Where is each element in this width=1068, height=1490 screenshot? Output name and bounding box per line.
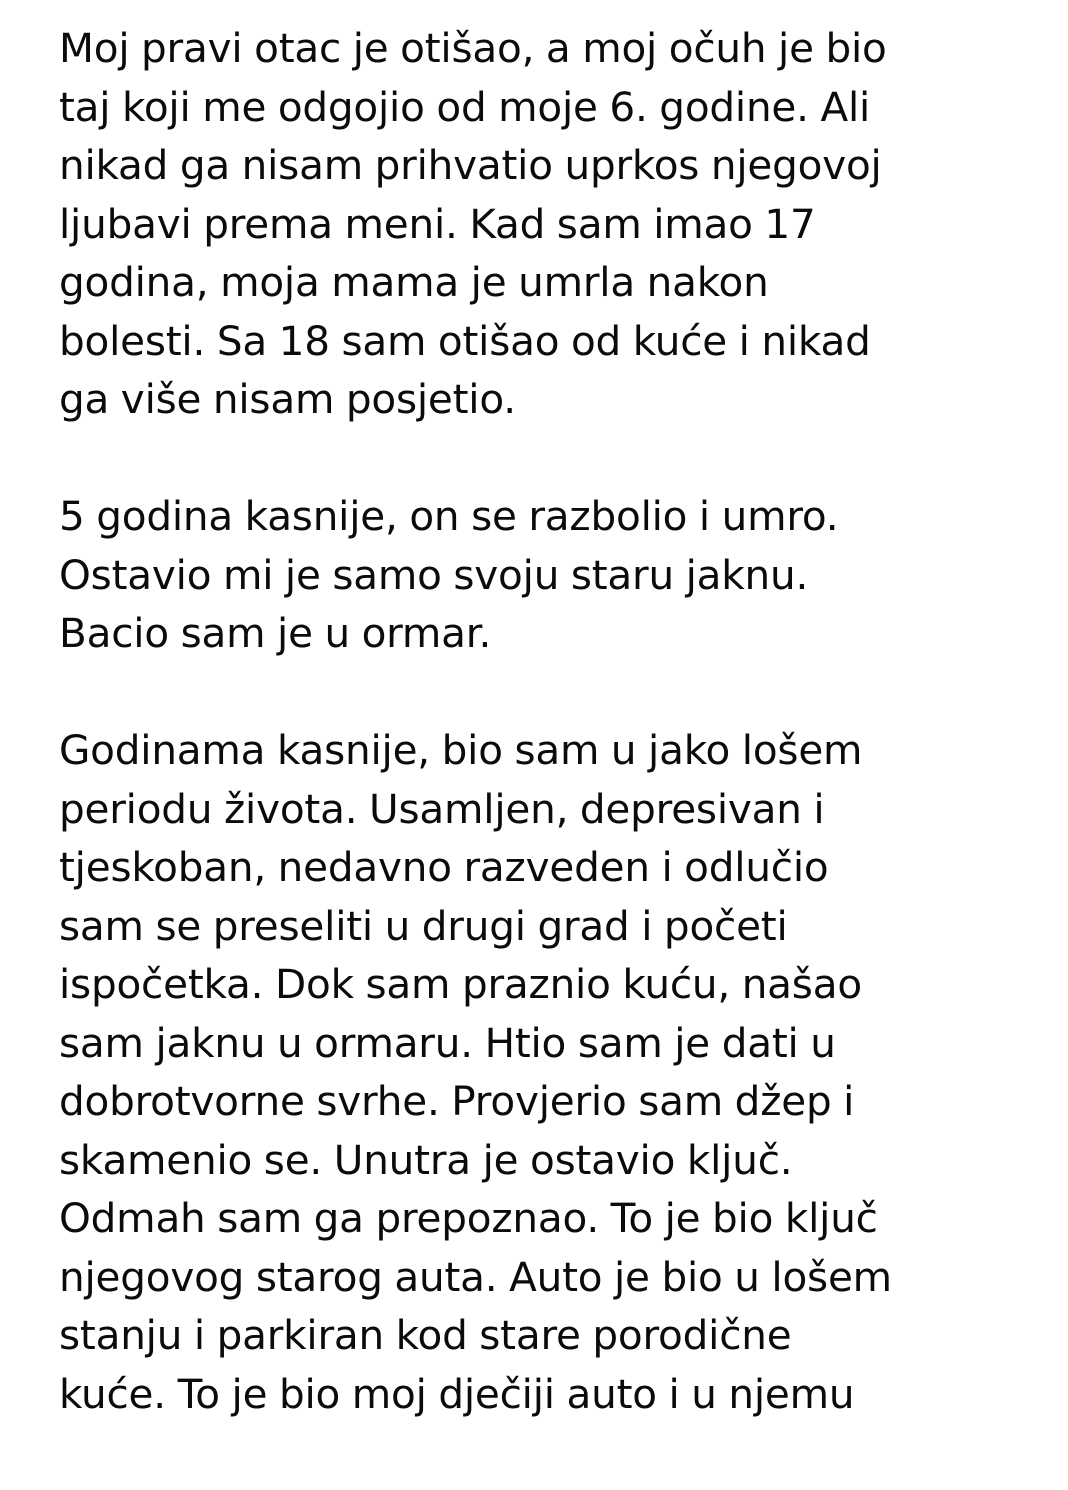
text-line: Moj pravi otac je otišao, a moj očuh je bio (59, 24, 887, 72)
paragraph-2 (59, 487, 1049, 663)
text-line: stanju i parkiran kod stare porodične (59, 1311, 792, 1359)
text-line: periodu života. Usamljen, depresivan i (59, 784, 825, 833)
text-line: sam se preseliti u drugi grad i početi (59, 901, 788, 950)
text-line: tjeskoban, nedavno razveden i odlučio (59, 843, 829, 891)
text-line: godina, moja mama je umrla nakon (59, 258, 769, 306)
paragraph-3 (59, 721, 1049, 1423)
text-line: ispočetka. Dok sam praznio kuću, našao (59, 960, 862, 1008)
text-line: njegovog starog auta. Auto je bio u lošem (59, 1252, 892, 1301)
text-line: 5 godina kasnije, on se razbolio i umro. (59, 492, 839, 540)
text-line: sam jaknu u ormaru. Htio sam je dati u (59, 1018, 836, 1067)
text-line: taj koji me odgojio od moje 6. godine. Ali (59, 82, 871, 131)
text-line: Godinama kasnije, bio sam u jako lošem (59, 726, 863, 774)
text-line: Ostavio mi je samo svoju staru jaknu. (59, 550, 809, 599)
text-line: ga više nisam posjetio. (59, 375, 516, 423)
text-line: skamenio se. Unutra je ostavio ključ. (59, 1135, 793, 1184)
paragraph-1 (59, 19, 1049, 429)
text-line: Bacio sam je u ormar. (59, 609, 492, 657)
text-line: kuće. To je bio moj dječiji auto i u njemu (59, 1369, 855, 1418)
text-line: dobrotvorne svrhe. Provjerio sam džep i (59, 1077, 855, 1125)
text-line: ljubavi prema meni. Kad sam imao 17 (59, 199, 816, 248)
text-line: nikad ga nisam prihvatio uprkos njegovoj (59, 141, 882, 189)
story-text (59, 19, 1049, 1423)
text-line: Odmah sam ga prepoznao. To je bio ključ (59, 1194, 878, 1242)
text-line: bolesti. Sa 18 sam otišao od kuće i nikad (59, 316, 871, 365)
